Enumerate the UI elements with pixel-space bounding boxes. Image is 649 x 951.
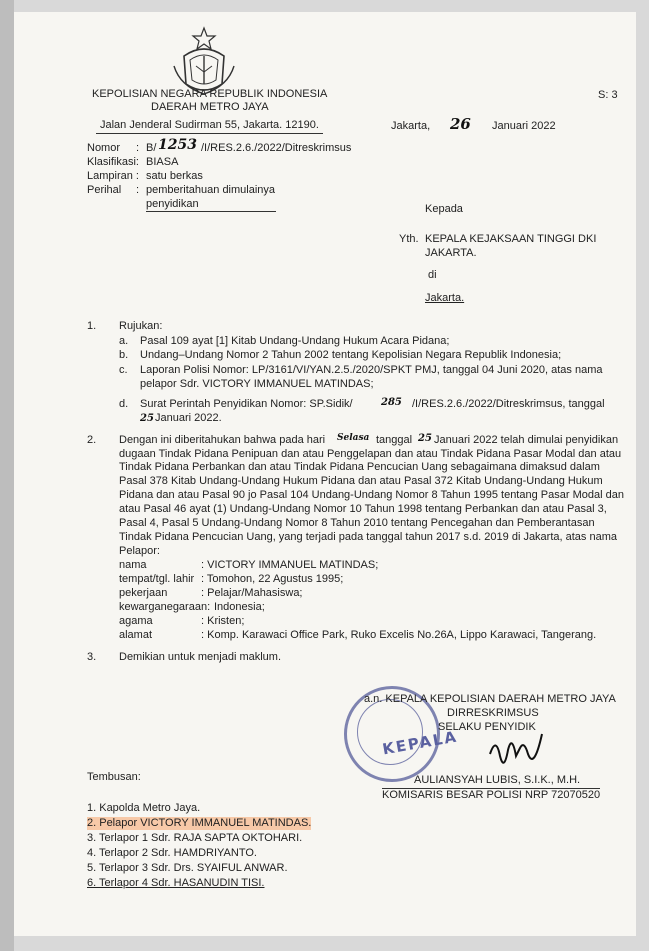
- rujukan-d-text-after: /I/RES.2.6./2022/Ditreskrimsus, tanggal: [412, 398, 605, 410]
- field-value: : VICTORY IMMANUEL MATINDAS;: [201, 559, 379, 571]
- field-key: pekerjaan: [119, 587, 168, 599]
- section2-line: Pelapor:: [119, 545, 160, 557]
- recipient-place: Jakarta.: [425, 292, 465, 304]
- field-key: kewarganegaraan:: [119, 601, 211, 613]
- institution-name: KEPOLISIAN NEGARA REPUBLIK INDONESIA: [92, 88, 328, 100]
- signatory-name: AULIANSYAH LUBIS, S.I.K., M.H.: [414, 774, 581, 786]
- signature-line3: SELAKU PENYIDIK: [438, 721, 536, 733]
- perihal-label: Perihal: [87, 184, 122, 196]
- signature-line1: a.n. KEPALA KEPOLISIAN DAERAH METRO JAYA: [364, 693, 616, 705]
- section2-line: Pasal 378 Kitab Undang-Undang Hukum Pidana dan atau Pasal 372 Kitab Undang-Undang Hukum: [119, 475, 603, 487]
- rujukan-a-key: a.: [119, 335, 129, 347]
- region-name: DAERAH METRO JAYA: [151, 101, 269, 113]
- rujukan-c-key: c.: [119, 364, 128, 376]
- date-handwritten: 25: [418, 433, 432, 444]
- lampiran-label: Lampiran :: [87, 170, 139, 182]
- field-key: nama: [119, 559, 147, 571]
- section3-text: Demikian untuk menjadi maklum.: [119, 651, 282, 663]
- page-shadow: [0, 0, 14, 951]
- rujukan-a-text: Pasal 109 ayat [1] Kitab Undang-Undang Hukum Acara Pidana;: [140, 335, 450, 347]
- address: Jalan Jenderal Sudirman 55, Jakarta. 12190.: [96, 119, 323, 134]
- tembusan-item: 4. Terlapor 2 Sdr. HAMDRIYANTO.: [87, 847, 257, 859]
- di-label: di: [428, 269, 437, 281]
- tembusan-item: 1. Kapolda Metro Jaya.: [87, 802, 201, 814]
- rujukan-d-text: Surat Perintah Penyidikan Nomor: SP.Sidik/: [140, 398, 353, 410]
- rujukan-b-text: Undang–Undang Nomor 2 Tahun 2002 tentang Kepolisian Negara Republik Indonesia;: [140, 349, 562, 361]
- tembusan-item: 6. Terlapor 4 Sdr. HASANUDIN TISI.: [87, 877, 265, 889]
- date-day-handwritten: 26: [450, 115, 471, 133]
- section2-p1c: Januari 2022 telah dimulai penyidikan: [434, 434, 619, 446]
- lampiran-value: satu berkas: [146, 170, 203, 182]
- section2-p1a: Dengan ini diberitahukan bahwa pada hari: [119, 434, 326, 446]
- perihal-line1: pemberitahuan dimulainya: [146, 184, 276, 196]
- perihal-colon: :: [136, 184, 140, 196]
- section2-line: Tindak Pidana Pencucian Uang, yang terjadi pada tanggal tahun 2017 s.d. 2019 di Jakarta, atas nama: [119, 531, 617, 543]
- section2-number: 2.: [87, 434, 97, 446]
- stamp-text: KEPALA: [381, 727, 460, 759]
- recipient-line1: KEPALA KEJAKSAAN TINGGI DKI: [425, 233, 597, 245]
- field-value: : Komp. Karawaci Office Park, Ruko Excelis No.26A, Lippo Karawaci, Tangerang.: [201, 629, 597, 641]
- nomor-colon: :: [136, 142, 140, 154]
- nomor-label: Nomor: [87, 142, 121, 154]
- section2-line: Pidana dan atau Pasal 90 jo Pasal 104 Undang-Undang Nomor 8 Tahun 1995 tentang Pasar Modal dan: [119, 489, 624, 501]
- section2-line: Tindak Pidana Perbankan dan atau Tindak Pidana Pencucian Uang sebagaimana dimaksud dalam: [119, 461, 600, 473]
- field-value: Indonesia;: [214, 601, 265, 613]
- klasifikasi-label: Klasifikasi:: [87, 156, 139, 168]
- tembusan-title: Tembusan:: [87, 771, 141, 783]
- klasifikasi-value: BIASA: [146, 156, 179, 168]
- field-key: alamat: [119, 629, 153, 641]
- section2-line: Pasal 4, Pasal 5 Undang-Undang Nomor 8 Tahun 2010 tentang Pencegahan dan Pemberantasan: [119, 517, 595, 529]
- tembusan-item: 3. Terlapor 1 Sdr. RAJA SAPTA OKTOHARI.: [87, 832, 303, 844]
- nomor-number-handwritten: 1253: [158, 137, 197, 153]
- section2-line: atau Pasal 46 ayat (1) Undang-Undang Nomor 10 Tahun 1998 tentang Perbankan dan atau Pasal 3,: [119, 503, 607, 515]
- tembusan-item: 5. Terlapor 3 Sdr. Drs. SYAIFUL ANWAR.: [87, 862, 288, 874]
- kepada-label: Kepada: [425, 203, 463, 215]
- field-value: : Pelajar/Mahasiswa;: [201, 587, 303, 599]
- field-value: : Kristen;: [201, 615, 245, 627]
- letter-page: [14, 12, 636, 936]
- section2-p1b: tanggal: [376, 434, 413, 446]
- sprin-number-handwritten: 285: [381, 397, 402, 408]
- day-handwritten: Selasa: [337, 433, 370, 443]
- rujukan-c-text: Laporan Polisi Nomor: LP/3161/VI/YAN.2.5./2020/SPKT PMJ, tanggal 04 Juni 2020, atas nama: [140, 364, 603, 376]
- date-month-year: Januari 2022: [492, 120, 556, 132]
- perihal-line2: penyidikan: [146, 198, 276, 212]
- field-key: tempat/tgl. lahir: [119, 573, 195, 585]
- field-value: : Tomohon, 22 Agustus 1995;: [201, 573, 344, 585]
- signature-line2: DIRRESKRIMSUS: [447, 707, 539, 719]
- rujukan-d-text2: Januari 2022.: [155, 412, 222, 424]
- recipient-line2: JAKARTA.: [425, 247, 477, 259]
- nomor-suffix: /I/RES.2.6./2022/Ditreskrimsus: [201, 142, 352, 154]
- nomor-prefix: B/: [146, 142, 157, 154]
- rujukan-c-text2: pelapor Sdr. VICTORY IMMANUEL MATINDAS;: [140, 378, 374, 390]
- page-code: S: 3: [598, 89, 618, 101]
- rujukan-d-key: d.: [119, 398, 129, 410]
- section3-number: 3.: [87, 651, 97, 663]
- section1-number: 1.: [87, 320, 97, 332]
- signatory-rank: KOMISARIS BESAR POLISI NRP 72070520: [382, 789, 601, 801]
- tembusan-item-highlighted: 2. Pelapor VICTORY IMMANUEL MATINDAS.: [87, 817, 312, 829]
- field-key: agama: [119, 615, 153, 627]
- handwritten-signature: [484, 726, 554, 776]
- rujukan-b-key: b.: [119, 349, 129, 361]
- section1-title: Rujukan:: [119, 320, 163, 332]
- date-city: Jakarta,: [391, 120, 431, 132]
- yth-label: Yth.: [399, 233, 419, 245]
- sprin-date-handwritten: 25: [140, 413, 154, 424]
- section2-line: dugaan Tindak Pidana Penipuan dan atau Penggelapan dan atau Tindak Pidana Pasar Modal dan atau: [119, 448, 622, 460]
